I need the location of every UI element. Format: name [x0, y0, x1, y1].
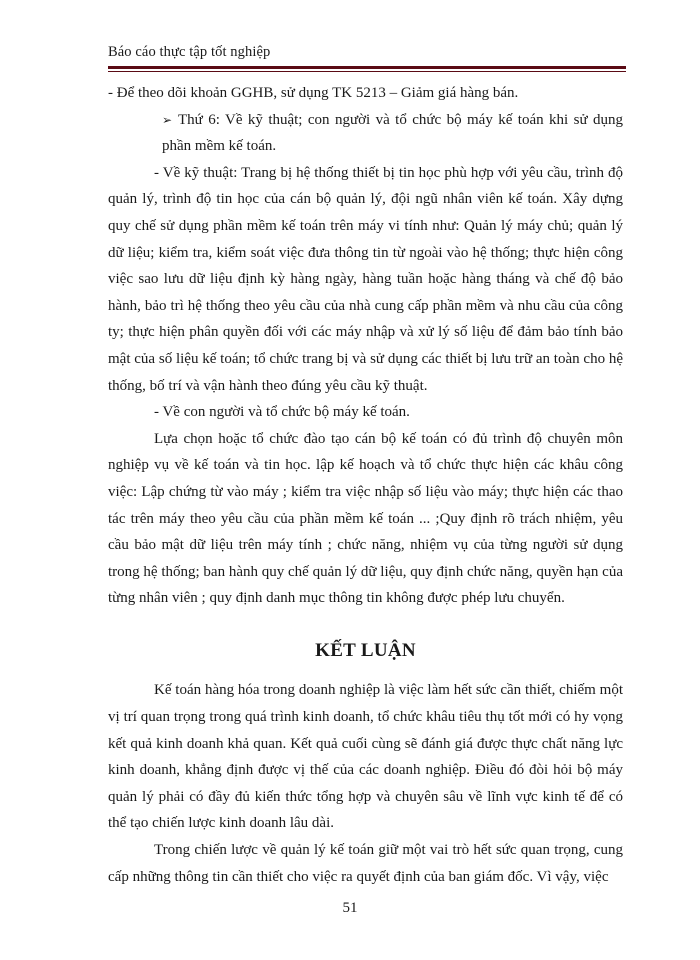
paragraph-ke-toan-hang-hoa: Kế toán hàng hóa trong doanh nghiệp là việc làm hết sức cần thiết, chiếm một vị trí quan trọng trong quá trình kinh doanh, tổ chức khâu tiêu thụ tốt mới có hy vọng kết quả kinh doanh khả quan. Kết quả cuối cùng sẽ đánh giá được thực chất năng lực kinh doanh, khẳng định được vị thế của các doanh nghiệp. Điều đó đòi hỏi bộ máy quản lý phải có đầy đủ kiến thức tổng hợp và chuyên sâu về lĩnh vực kinh tế để có thể tạo chiến lược kinh doanh lâu dài.: [108, 682, 623, 832]
paragraph-thu-6: Thứ 6: Về kỹ thuật; con người và tổ chức bộ máy kế toán khi sử dụng phần mềm kế toán.: [162, 111, 623, 155]
header-rule-thick: [108, 66, 626, 69]
paragraph-con-nguoi: - Về con người và tổ chức bộ máy kế toán.: [154, 404, 410, 421]
paragraph-lua-chon: Lựa chọn hoặc tổ chức đào tạo cán bộ kế toán có đủ trình độ chuyên môn nghiệp vụ về kế toán và tin học. lập kế hoạch và tổ chức thực hiện các khâu công việc: Lập chứng từ vào máy ; kiểm tra việc nhập số liệu vào máy; thực hiện các thao tác trên máy theo yêu cầu của phần mềm kế toán ... ;Quy định rõ trách nhiệm, yêu cầu bảo mật dữ liệu trên máy tính ; chức năng, nhiệm vụ của từng người sử dụng trong hệ thống; ban hành quy chế quản lý dữ liệu, quy định chức năng, quyền hạn của từng nhân viên ; quy định danh mục thông tin không được phép lưu chuyển.: [108, 430, 623, 607]
section-heading-ket-luan: KẾT LUẬN: [315, 639, 416, 661]
paragraph-chien-luoc: Trong chiến lược về quản lý kế toán giữ một vai trò hết sức quan trọng, cung cấp những thông tin cần thiết cho việc ra quyết định của ban giám đốc. Vì vậy, việc: [108, 842, 623, 885]
bullet-paragraph: [108, 107, 623, 160]
arrow-bullet-icon: ➢: [162, 112, 173, 127]
header-rule-thin: [108, 71, 626, 72]
document-body: [108, 80, 623, 890]
page-header-title: Báo cáo thực tập tốt nghiệp: [108, 44, 271, 60]
paragraph-gghb: - Để theo dõi khoản GGHB, sử dụng TK 5213 – Giảm giá hàng bán.: [108, 85, 519, 101]
paragraph-ky-thuat: - Về kỹ thuật: Trang bị hệ thống thiết bị tin học phù hợp với yêu cầu, trình độ quản lý, trình độ tin học của cán bộ quản lý, đội ngũ nhân viên kế toán. Xây dựng quy chế sử dụng phần mềm kế toán trên máy vi tính như: Quản lý máy chủ; quản lý dữ liệu; kiểm tra, kiểm soát việc đưa thông tin từ ngoài vào hệ thống; thực hiện công việc sao lưu dữ liệu định kỳ hàng ngày, hàng tuần hoặc hàng tháng và chế độ bảo hành, bảo trì hệ thống theo yêu cầu của nhà cung cấp phần mềm và nhu cầu của công ty; thực hiện phân quyền đối với các máy nhập và xử lý số liệu để đảm bảo tính bảo mật của số liệu kế toán; tổ chức trang bị và sử dụng các thiết bị lưu trữ an toàn cho hệ thống, bố trí và vận hành theo đúng yêu cầu kỹ thuật.: [108, 164, 623, 394]
page-number: 51: [342, 900, 358, 916]
